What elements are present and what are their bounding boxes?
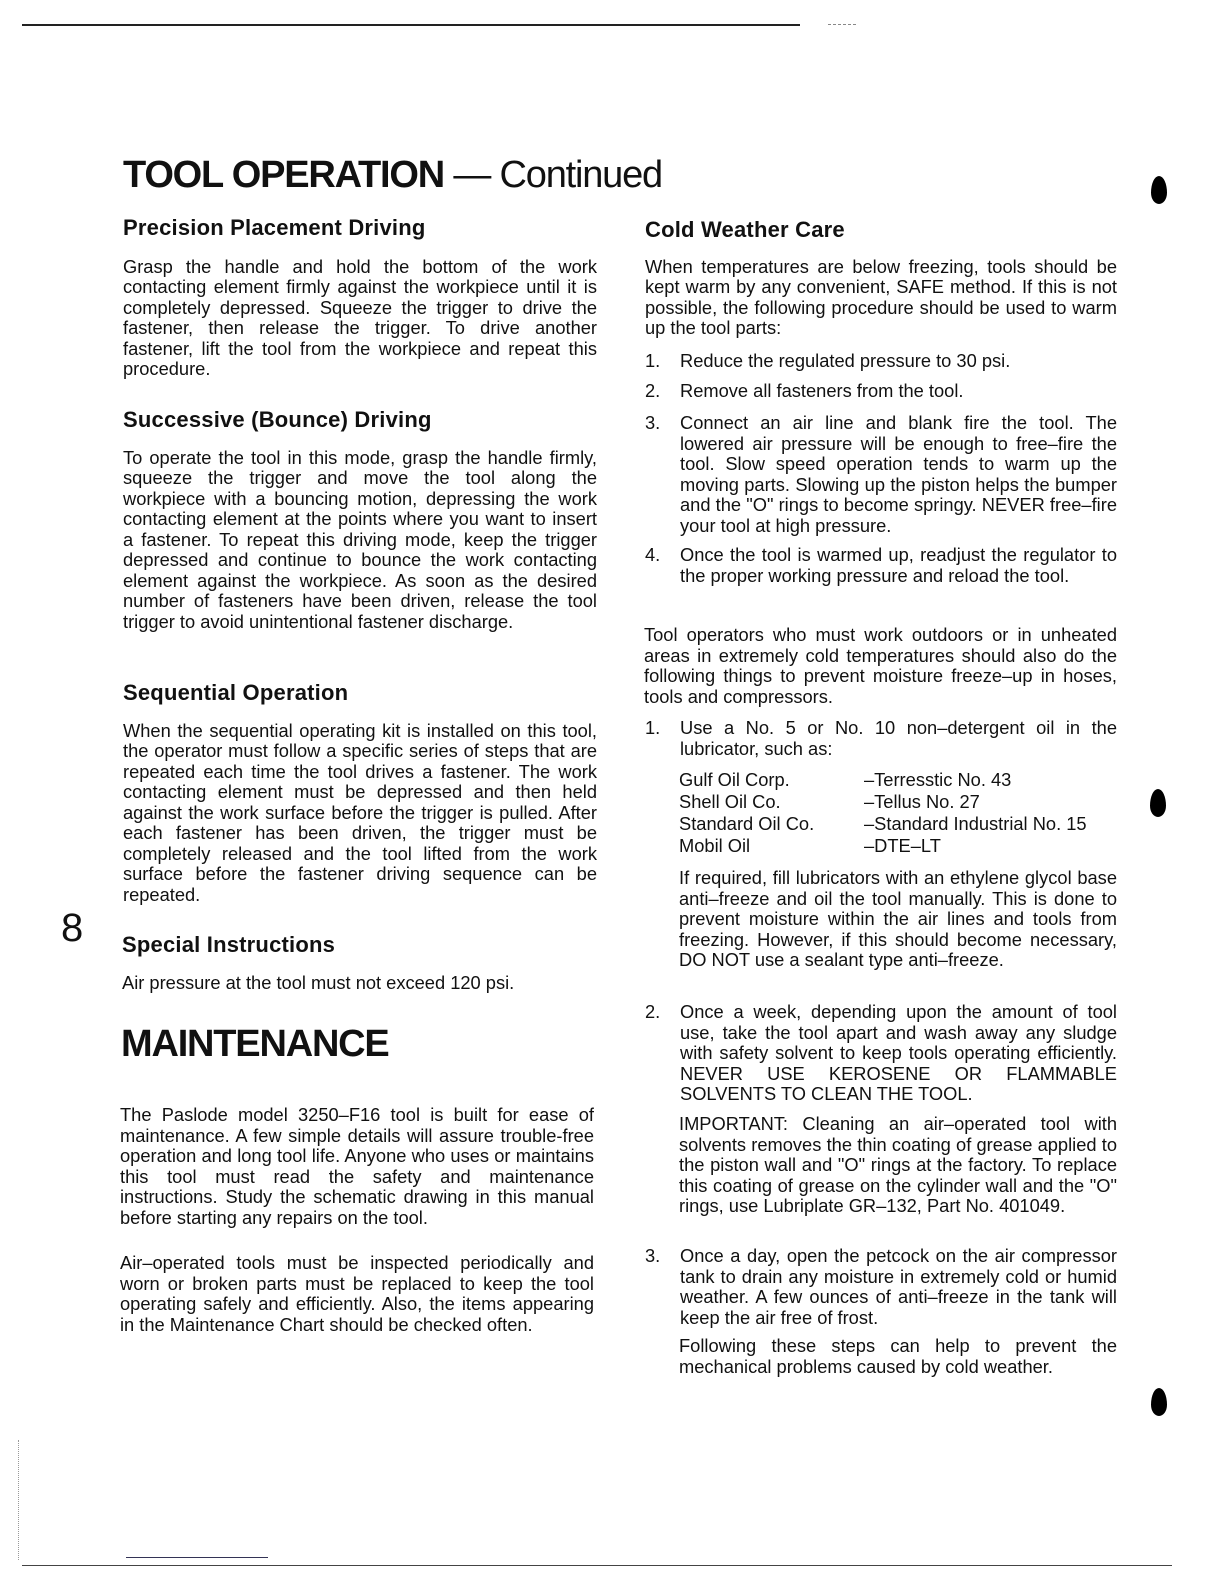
- binder-hole-mark: [1150, 789, 1166, 817]
- binding-mark: [18, 1440, 20, 1560]
- table-row: Shell Oil Co. –Tellus No. 27: [679, 791, 980, 812]
- list-item: 1. Use a No. 5 or No. 10 non–detergent oil in the lubricator, such as:: [645, 717, 1117, 759]
- maintenance-para-2: Air–operated tools must be inspected periodically and worn or broken parts must be replaced to keep the tool operating safely and efficiently. Also, the items appearing in the Maintenance Chart should be checked often.: [120, 1252, 594, 1335]
- special-body: Air pressure at the tool must not exceed 120 psi.: [122, 971, 515, 993]
- special-heading: Special Instructions: [122, 932, 336, 957]
- successive-heading: Successive (Bounce) Driving: [123, 407, 432, 432]
- sequential-body: When the sequential operating kit is installed on this tool, the operator must follow a specific series of steps that are repeated each time the tool drives a fastener. The work contacting element must be depressed and then held against the work surface before the trigger is pulled. After each fastener has been driven, the trigger must be completely released and the tool lifted from the work surface before the fastener driving sequence can be repeated.: [123, 719, 597, 905]
- sequential-section: [123, 680, 597, 905]
- binder-hole-mark: [1151, 1388, 1167, 1416]
- sequential-heading: Sequential Operation: [123, 680, 349, 705]
- precision-section: [123, 215, 597, 380]
- table-row: Gulf Oil Corp. –Terresstic No. 43: [679, 769, 1012, 790]
- list-item: 1. Reduce the regulated pressure to 30 psi.: [645, 350, 1011, 371]
- antifreeze-paragraph: If required, fill lubricators with an ethylene glycol base anti–freeze and oil the tool manually. This is done to prevent moisture within the air lines and tools from freezing. However, if this should become necessary, DO NOT use a sealant type anti–freeze.: [679, 867, 1117, 970]
- maintenance-para-1: The Paslode model 3250–F16 tool is built for ease of maintenance. A few simple details will assure trouble-free operation and long tool life. Anyone who uses or maintains this tool must read the safety and maintenance instructions. Study the schematic drawing in this manual before starting any repairs on the tool.: [120, 1104, 594, 1228]
- top-rule: [22, 24, 800, 26]
- precision-body: Grasp the handle and hold the bottom of the work contacting element firmly against the workpiece until it is completely depressed. Squeeze the trigger to drive the fastener, then release the trigger. To drive another fastener, lift the tool from the workpiece and repeat this procedure.: [123, 255, 597, 379]
- maintenance-heading: MAINTENANCE: [121, 1023, 389, 1065]
- list-item: 3. Connect an air line and blank fire the tool. The lowered air pressure will be enough to free–fire the tool. Slow speed operation tends to warm up the moving parts. Slowing up the piston helps the bumper and the "O" rings to become springy. NEVER free–fire your tool at high pressure.: [645, 412, 1117, 536]
- title-bold: TOOL OPERATION: [123, 154, 445, 196]
- list-item: 2. Remove all fasteners from the tool.: [645, 380, 964, 401]
- list-item: 4. Once the tool is warmed up, readjust the regulator to the proper working pressure and reload the tool.: [645, 544, 1117, 586]
- closing-paragraph: Following these steps can help to prevent the mechanical problems caused by cold weather.: [679, 1335, 1117, 1377]
- list-item: 2. Once a week, depending upon the amount of tool use, take the tool apart and wash away any sludge with safety solvent to keep tools operating efficiently. NEVER USE KEROSENE OR FLAMMABLE SOLVENTS TO CLEAN THE TOOL.: [645, 1001, 1117, 1104]
- successive-section: [123, 407, 597, 632]
- important-paragraph: IMPORTANT: Cleaning an air–operated tool with solvents removes the thin coating of grease applied to the piston wall and "O" rings at the factory. To replace this coating of grease on the cylinder wall and the "O" rings, use Lubriplate GR–132, Part No. 401049.: [679, 1113, 1117, 1216]
- special-section: [122, 932, 596, 993]
- successive-body: To operate the tool in this mode, grasp the handle firmly, squeeze the trigger and move the tool along the workpiece with a bouncing motion, depressing the work contacting element at the points where you want to insert a fastener. To repeat this driving mode, keep the trigger depressed and continue to bounce the work contacting element against the workpiece. As soon as the desired number of fasteners have been driven, release the tool trigger to avoid unintentional fastener discharge.: [123, 446, 597, 632]
- title-continued: — Continued: [444, 154, 662, 196]
- cold-weather-intro: When temperatures are below freezing, tools should be kept warm by any convenient, SAFE method. If this is not possible, the following procedure should be used to warm up the tool parts:: [645, 255, 1117, 338]
- maintenance-body: [120, 1105, 594, 1335]
- list-item: 3. Once a day, open the petcock on the air compressor tank to drain any moisture in extremely cold or humid weather. A few ounces of anti–freeze in the tank will keep the air free of frost.: [645, 1245, 1117, 1328]
- bottom-rule: [126, 1557, 268, 1558]
- binder-hole-mark: [1151, 176, 1167, 204]
- oil-table: [679, 769, 1087, 857]
- page-number: 8: [61, 906, 84, 950]
- table-row: Mobil Oil –DTE–LT: [679, 835, 941, 856]
- precision-heading: Precision Placement Driving: [123, 215, 426, 240]
- outdoor-paragraph: Tool operators who must work outdoors or in unheated areas in extremely cold temperatures should also do the following things to prevent moisture freeze–up in hoses, tools and compressors.: [644, 624, 1117, 707]
- top-rule-dash: [828, 24, 856, 25]
- cold-weather-heading: Cold Weather Care: [645, 217, 845, 242]
- page-title: [123, 154, 662, 197]
- bottom-base-line: [22, 1565, 1172, 1566]
- table-row: Standard Oil Co. –Standard Industrial No. 15: [679, 813, 1087, 834]
- cold-weather-section: [645, 217, 1117, 339]
